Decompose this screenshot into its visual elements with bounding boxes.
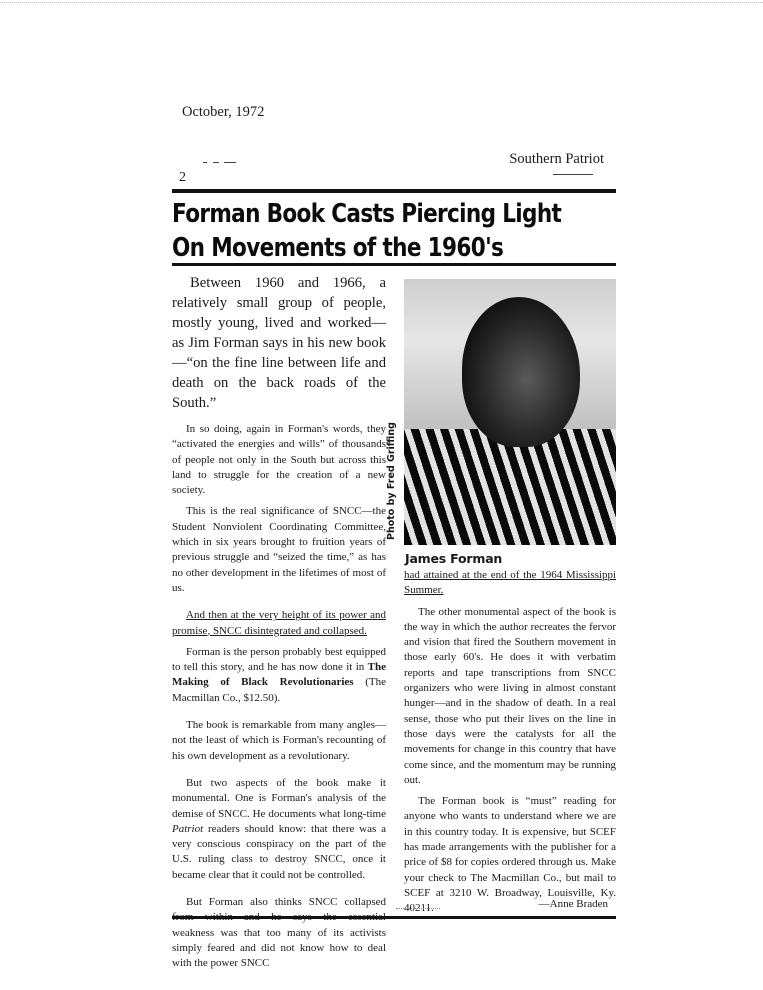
publication-name: Southern Patriot xyxy=(509,151,604,167)
scan-mark xyxy=(224,162,236,163)
photo-caption: James Forman xyxy=(405,551,503,566)
page-number: 2 xyxy=(179,170,186,185)
publication-reference: Patriot xyxy=(172,822,204,835)
book-title: The Making of Black Revolutionaries xyxy=(172,661,386,689)
paragraph: had attained at the end of the 1964 Mississippi Summer. xyxy=(404,569,616,597)
paragraph xyxy=(172,776,386,883)
paragraph: The other monumental aspect of the book is the way in which the author recreates the fervor and vision that fired the Southern movement in those early 60's. He does it with verbatim reports and tape transcriptions from SNCC organizers who were living in almost constant hunger—and in the shadow of death. In a real sense, those who put their lives on the line in those days were the catalysts for all the movements for change in this country that have come since, and the momentum may be running out. xyxy=(404,605,616,786)
scan-edge-dots xyxy=(0,2,763,3)
paragraph: This is the real significance of SNCC—the Student Nonviolent Coordinating Committee, which in six years brought to fruition years of previous struggle and “seized the time,” as has no other development in the lifetimes of most of us. xyxy=(172,505,386,594)
article-headline xyxy=(172,197,562,265)
scan-mark xyxy=(203,162,207,163)
paragraph: In so doing, again in Forman's words, they “activated the energies and wills” of thousands of people not only in the South but across this land to struggle for the creation of a new society. xyxy=(172,423,386,497)
issue-date: October, 1972 xyxy=(182,104,265,120)
paragraph: The book is remarkable from many angles—not the least of which is Forman's recounting of his own development as a revolutionary. xyxy=(172,719,386,762)
photo-portrait xyxy=(462,297,580,447)
left-column xyxy=(172,273,386,978)
text-run: But two aspects of the book make it monumental. One is Forman's analysis of the demise of SNCC. He documents what long-time xyxy=(172,776,386,820)
scan-mark xyxy=(396,908,440,910)
byline-signature: —Anne Braden xyxy=(538,898,608,910)
text-run: (The Macmillan Co., $12.50). xyxy=(172,676,386,704)
scan-mark xyxy=(553,174,593,175)
scan-mark xyxy=(213,162,219,163)
paragraph: The Forman book is “must” reading for anyone who wants to understand where we are in this country today. It is expensive, but SCEF has made arrangements with the publisher for a price of $8 for copies ordered through us. Make your check to The Macmillan Co., but mail to SCEF at 3210 W. Broadway, Louisville, Ky. 40211. xyxy=(404,795,616,915)
lead-paragraph: Between 1960 and 1966, a relatively small group of people, mostly young, lived and worked— as Jim Forman says in his new book—“on the fine line between life and death on the back roads of the South.” xyxy=(172,275,386,411)
headline-line-2: On Movements of the 1960's xyxy=(172,233,504,263)
paragraph: And then at the very height of its power and promise, SNCC disintegrated and collapsed. xyxy=(172,609,386,637)
paragraph xyxy=(172,645,386,706)
photo-credit: Photo by Fred Griffing xyxy=(386,422,397,540)
text-run: Forman is the person probably best equipped to tell this story, and he has now done it in xyxy=(172,645,386,674)
headline-rule xyxy=(172,263,616,266)
author-photo xyxy=(404,279,616,545)
right-column xyxy=(404,568,616,923)
footer-rule xyxy=(172,916,616,919)
text-run: readers should know: that there was a very conscious conspiracy on the part of the U.S. ruling class to destroy SNCC, once it became clear that it could not be controlled. xyxy=(172,822,386,881)
header-rule xyxy=(172,189,616,193)
headline-line-1: Forman Book Casts Piercing Light xyxy=(172,199,562,229)
paragraph: But Forman also thinks SNCC collapsed weakness was that too many of its activists simply feared and did not know how to deal with the power SNCC xyxy=(172,896,386,970)
